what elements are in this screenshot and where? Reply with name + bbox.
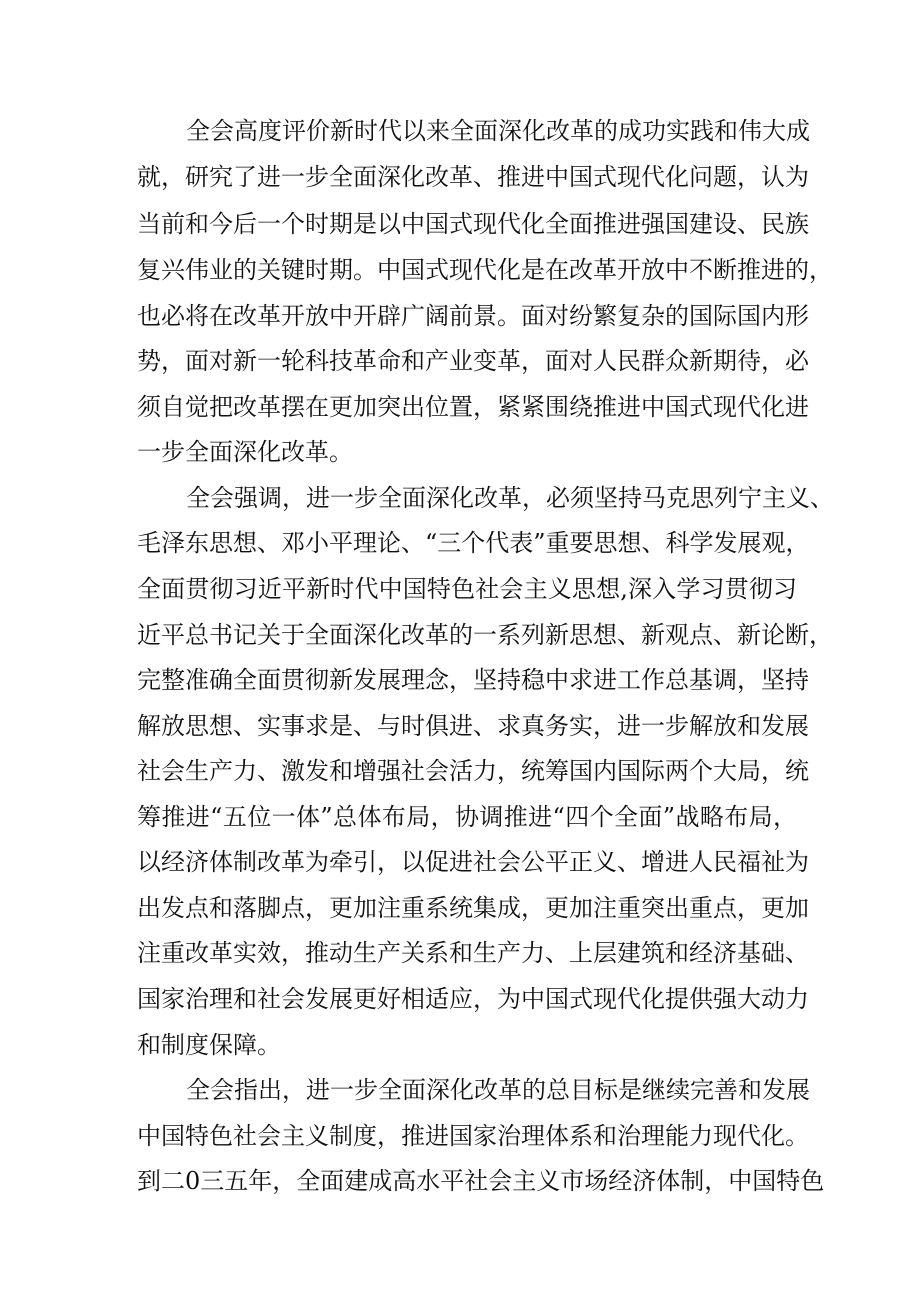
paragraph-3-line-1: 全会指出，进一步全面深化改革的总目标是继续完善和发展 — [186, 1076, 810, 1104]
paragraph-2-line-9: 以经济体制改革为牵引，以促进社会公平正义、增进人民福祉为 — [137, 848, 809, 876]
paragraph-1-line-3: 当前和今后一个时期是以中国式现代化全面推进强国建设、民族 — [137, 210, 809, 238]
paragraph-1-line-8: 一步全面深化改革。 — [137, 438, 353, 466]
paragraph-1-line-2: 就，研究了进一步全面深化改革、推进中国式现代化问题，认为 — [137, 163, 809, 191]
paragraph-2-line-11: 注重改革实效，推动生产关系和生产力、上层建筑和经济基础、 — [137, 939, 809, 967]
paragraph-2-line-8: 筹推进“五位一体”总体布局，协调推进“四个全面”战略布局， — [137, 803, 797, 831]
paragraph-1-line-5: 也必将在改革开放中开辟广阔前景。面对纷繁复杂的国际国内形 — [137, 302, 809, 330]
paragraph-2-line-5: 完整准确全面贯彻新发展理念，坚持稳中求进工作总基调，坚持 — [137, 666, 809, 694]
paragraph-1-line-4: 复兴伟业的关键时期。中国式现代化是在改革开放中不断推进的， — [137, 256, 833, 284]
paragraph-2-line-12: 国家治理和社会发展更好相适应，为中国式现代化提供强大动力 — [137, 985, 809, 1013]
paragraph-2-line-2: 毛泽东思想、邓小平理论、“三个代表”重要思想、科学发展观， — [137, 529, 810, 557]
paragraph-2-line-13: 和制度保障。 — [137, 1031, 281, 1059]
paragraph-3-line-2: 中国特色社会主义制度，推进国家治理体系和治理能力现代化。 — [137, 1122, 809, 1150]
paragraph-2-line-6: 解放思想、实事求是、与时俱进、求真务实，进一步解放和发展 — [137, 712, 809, 740]
paragraph-1-line-6: 势，面对新一轮科技革命和产业变革，面对人民群众新期待，必 — [137, 347, 809, 375]
paragraph-2-line-7: 社会生产力、激发和增强社会活力，统筹国内国际两个大局，统 — [137, 757, 809, 785]
paragraph-2-line-1: 全会强调，进一步全面深化改革，必须坚持马克思列宁主义、 — [186, 484, 834, 512]
paragraph-1-line-1: 全会高度评价新时代以来全面深化改革的成功实践和伟大成 — [186, 117, 810, 145]
paragraph-2-line-3: 全面贯彻习近平新时代中国特色社会主义思想,深入学习贯彻习 — [137, 575, 797, 603]
paragraph-1-line-7: 须自觉把改革摆在更加突出位置，紧紧围绕推进中国式现代化进 — [137, 393, 809, 421]
paragraph-2-line-10: 出发点和落脚点，更加注重系统集成，更加注重突出重点，更加 — [137, 894, 809, 922]
paragraph-3-line-3: 到二0三五年，全面建成高水平社会主义市场经济体制，中国特色 — [137, 1167, 825, 1195]
paragraph-2-line-4: 近平总书记关于全面深化改革的一系列新思想、新观点、新论断， — [137, 621, 833, 649]
